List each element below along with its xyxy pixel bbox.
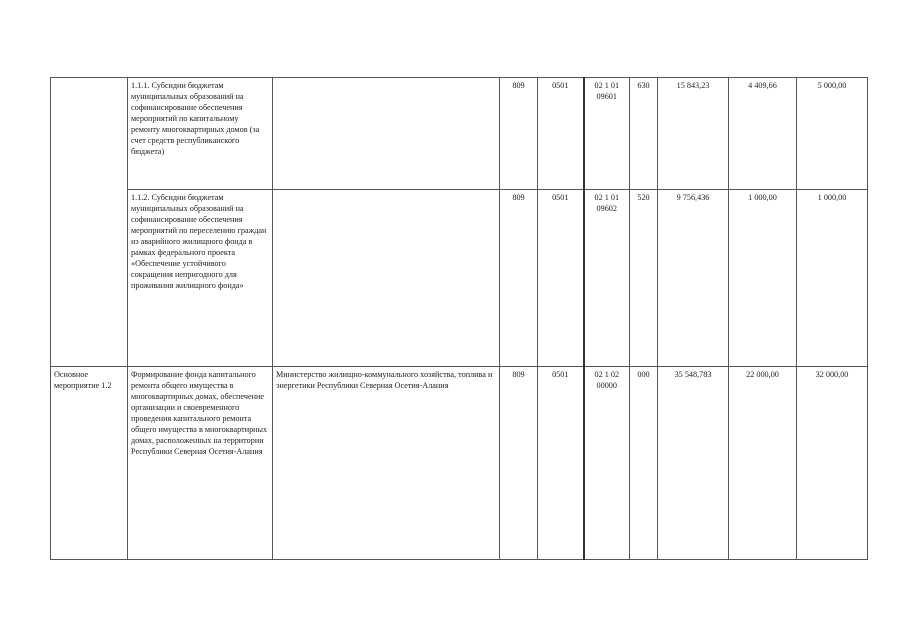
csr-cell: 02 1 02 00000 <box>584 367 630 560</box>
amount-year2-cell: 4 409,66 <box>729 78 797 190</box>
csr-cell: 02 1 01 09601 <box>584 78 630 190</box>
executor-cell <box>273 78 500 190</box>
table-row <box>51 367 868 560</box>
rzpr-cell: 0501 <box>538 367 584 560</box>
program-cell: Основное мероприятие 1.2 <box>51 367 128 560</box>
amount-year2-cell: 22 000,00 <box>729 367 797 560</box>
vr-cell: 630 <box>630 78 658 190</box>
rzpr-cell: 0501 <box>538 190 584 367</box>
grbs-cell: 809 <box>500 367 538 560</box>
grbs-cell: 809 <box>500 190 538 367</box>
amount-year3-cell: 5 000,00 <box>797 78 868 190</box>
program-cell <box>51 78 128 367</box>
amount-year1-cell: 35 548,783 <box>658 367 729 560</box>
amount-year3-cell: 1 000,00 <box>797 190 868 367</box>
vr-cell: 520 <box>630 190 658 367</box>
csr-cell: 02 1 01 09602 <box>584 190 630 367</box>
measure-name-cell: 1.1.1. Субсидии бюджетам муниципальных образований на софинансирование обеспечения мероприятий по капитальному ремонту многоквартирных домов (за счет средств республиканского бюджета) <box>128 78 273 190</box>
amount-year2-cell: 1 000,00 <box>729 190 797 367</box>
measure-name-cell: Формирование фонда капитального ремонта общего имущества в многоквартирных домах, обеспечение организации и своевременного проведения капитального ремонта общего имущества в многоквартирных домах, расположенных на территории Республики Северная Осетия-Алания <box>128 367 273 560</box>
amount-year1-cell: 9 756,436 <box>658 190 729 367</box>
executor-cell <box>273 190 500 367</box>
amount-year1-cell: 15 843,23 <box>658 78 729 190</box>
table-row <box>51 78 868 190</box>
budget-table <box>50 77 868 560</box>
grbs-cell: 809 <box>500 78 538 190</box>
executor-cell: Министерство жилищно-коммунального хозяйства, топлива и энергетики Республики Северная Осетия-Алания <box>273 367 500 560</box>
vr-cell: 000 <box>630 367 658 560</box>
amount-year3-cell: 32 000,00 <box>797 367 868 560</box>
measure-name-cell: 1.1.2. Субсидии бюджетам муниципальных образований на софинансирование обеспечения мероприятий по переселению граждан из аварийного жилищного фонда в рамках федерального проекта «Обеспечение устойчивого сокращения непригодного для проживания жилищного фонда» <box>128 190 273 367</box>
rzpr-cell: 0501 <box>538 78 584 190</box>
table-row <box>51 190 868 367</box>
